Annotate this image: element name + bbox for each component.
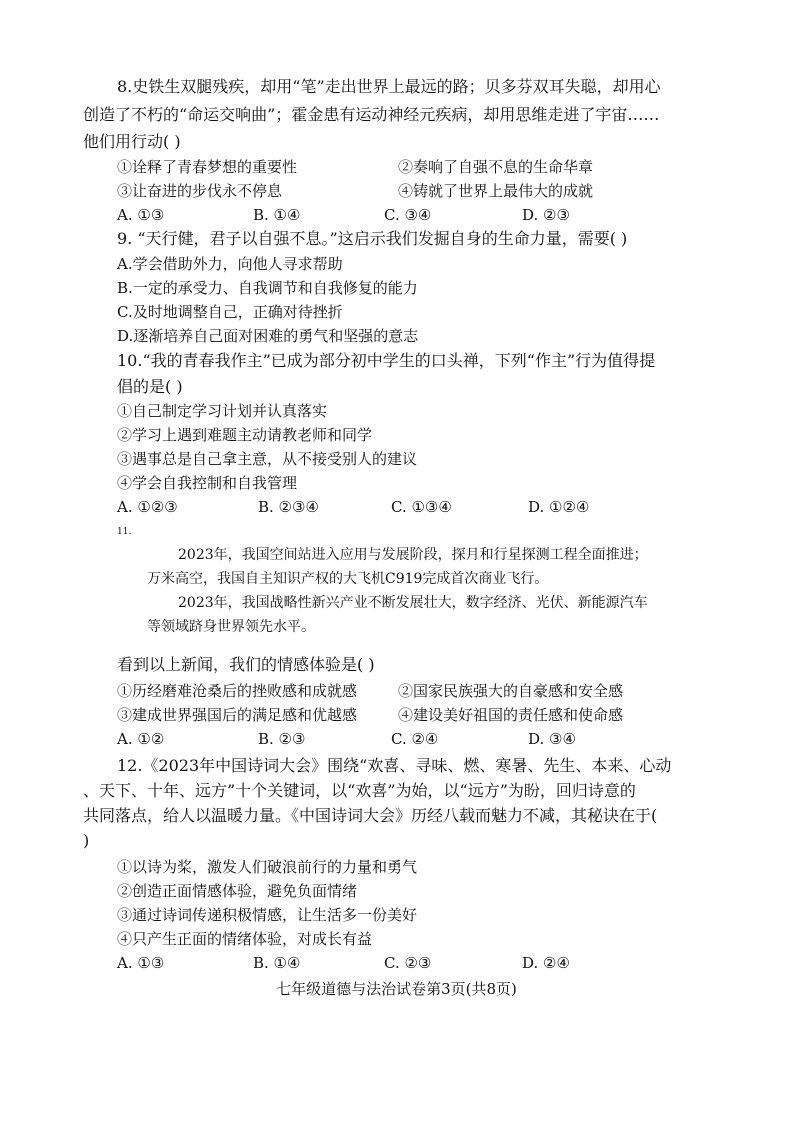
q9-stem: 9. “天行健，君子以自强不息。”这启示我们发掘自身的生命力量，需要( ) xyxy=(117,229,628,248)
q11-material-line-2: 万米高空，我国自主知识产权的大飞机C919完成首次商业飞行。 xyxy=(147,571,549,587)
q11-material-line-4: 等领域跻身世界领先水平。 xyxy=(147,619,315,635)
q11-item-4: ④建设美好祖国的责任感和使命感 xyxy=(398,706,624,724)
q10-item-4: ④学会自我控制和自我管理 xyxy=(117,474,298,492)
q11-choice-b: B. ②③ xyxy=(258,730,306,748)
q12-stem-line-2: 、天下、十年、远方”十个关键词，以“欢喜”为始，以“远方”为盼，回归诗意的 xyxy=(83,781,636,800)
q12-choice-a: A. ①③ xyxy=(117,954,165,972)
q12-item-1: ①以诗为桨，激发人们破浪前行的力量和勇气 xyxy=(117,858,418,876)
q11-item-2: ②国家民族强大的自豪感和安全感 xyxy=(398,682,624,700)
q10-stem-line-2: 倡的是( ) xyxy=(117,377,183,396)
q11-item-3: ③建成世界强国后的满足感和优越感 xyxy=(117,706,358,724)
q11-stem: 看到以上新闻，我们的情感体验是( ) xyxy=(117,655,375,674)
q9-choice-a: A.学会借助外力，向他人寻求帮助 xyxy=(117,255,343,273)
q11-choice-c: C. ②④ xyxy=(391,730,439,748)
q8-stem-line-1: 8.史铁生双腿残疾，却用“笔”走出世界上最远的路；贝多芬双耳失聪，却用心 xyxy=(117,77,661,96)
q12-choice-d: D. ②④ xyxy=(522,954,570,972)
q8-item-2: ②奏响了自强不息的生命华章 xyxy=(398,158,594,176)
q12-stem-line-1: 12.《2023年中国诗词大会》围绕“欢喜、寻味、燃、寒暑、先生、本来、心动 xyxy=(117,756,672,775)
q8-choice-d: D. ②③ xyxy=(522,206,570,224)
q9-choice-d: D.逐渐培养自己面对困难的勇气和坚强的意志 xyxy=(117,327,419,345)
q8-choice-b: B. ①④ xyxy=(253,206,301,224)
q12-stem-line-3: 共同落点，给人以温暖力量。《中国诗词大会》历经八载而魅力不减，其秘诀在于( xyxy=(83,806,658,825)
q8-choice-c: C. ③④ xyxy=(384,206,432,224)
q8-item-4: ④铸就了世界上最伟大的成就 xyxy=(398,182,594,200)
q10-item-1: ①自己制定学习计划并认真落实 xyxy=(117,402,328,420)
q10-choice-c: C. ①③④ xyxy=(391,498,452,516)
q9-choice-b: B.一定的承受力、自我调节和自我修复的能力 xyxy=(117,279,418,297)
q10-choice-b: B. ②③④ xyxy=(258,498,319,516)
q10-stem-line-1: 10.“我的青春我作主”已成为部分初中学生的口头禅，下列“作主”行为值得提 xyxy=(117,351,656,370)
q12-item-4: ④只产生正面的情绪体验，对成长有益 xyxy=(117,930,373,948)
q12-item-2: ②创造正面情感体验，避免负面情绪 xyxy=(117,882,358,900)
q8-stem-line-3: 他们用行动( ) xyxy=(83,132,181,151)
q12-choice-b: B. ①④ xyxy=(253,954,301,972)
q8-item-1: ①诠释了青春梦想的重要性 xyxy=(117,158,298,176)
q10-item-3: ③遇事总是自己拿主意，从不接受别人的建议 xyxy=(117,450,418,468)
q10-choice-a: A. ①②③ xyxy=(117,498,178,516)
q11-item-1: ①历经磨难沧桑后的挫败感和成就感 xyxy=(117,682,358,700)
q11-choice-d: D. ③④ xyxy=(528,730,576,748)
q10-choice-d: D. ①②④ xyxy=(528,498,590,516)
q11-material-line-3: 2023年，我国战略性新兴产业不断发展壮大，数字经济、光伏、新能源汽车 xyxy=(178,595,648,611)
q8-choice-a: A. ①③ xyxy=(117,206,165,224)
q8-item-3: ③让奋进的步伐永不停息 xyxy=(117,182,283,200)
q11-choice-a: A. ①② xyxy=(117,730,165,748)
q11-material-line-1: 2023年，我国空间站进入应用与发展阶段，探月和行星探测工程全面推进； xyxy=(178,547,648,563)
q11-number: 11. xyxy=(117,527,132,537)
q12-item-3: ③通过诗词传递积极情感，让生活多一份美好 xyxy=(117,906,418,924)
q12-choice-c: C. ②③ xyxy=(384,954,432,972)
q8-stem-line-2: 创造了不朽的“命运交响曲”；霍金患有运动神经元疾病，却用思维走进了宇宙…… xyxy=(83,105,660,124)
q10-item-2: ②学习上遇到难题主动请教老师和同学 xyxy=(117,426,373,444)
q12-stem-line-4: ) xyxy=(83,831,90,850)
page-footer: 七年级道德与法治试卷第3页(共8页) xyxy=(276,980,517,998)
q9-choice-c: C.及时地调整自己，正确对待挫折 xyxy=(117,303,343,321)
